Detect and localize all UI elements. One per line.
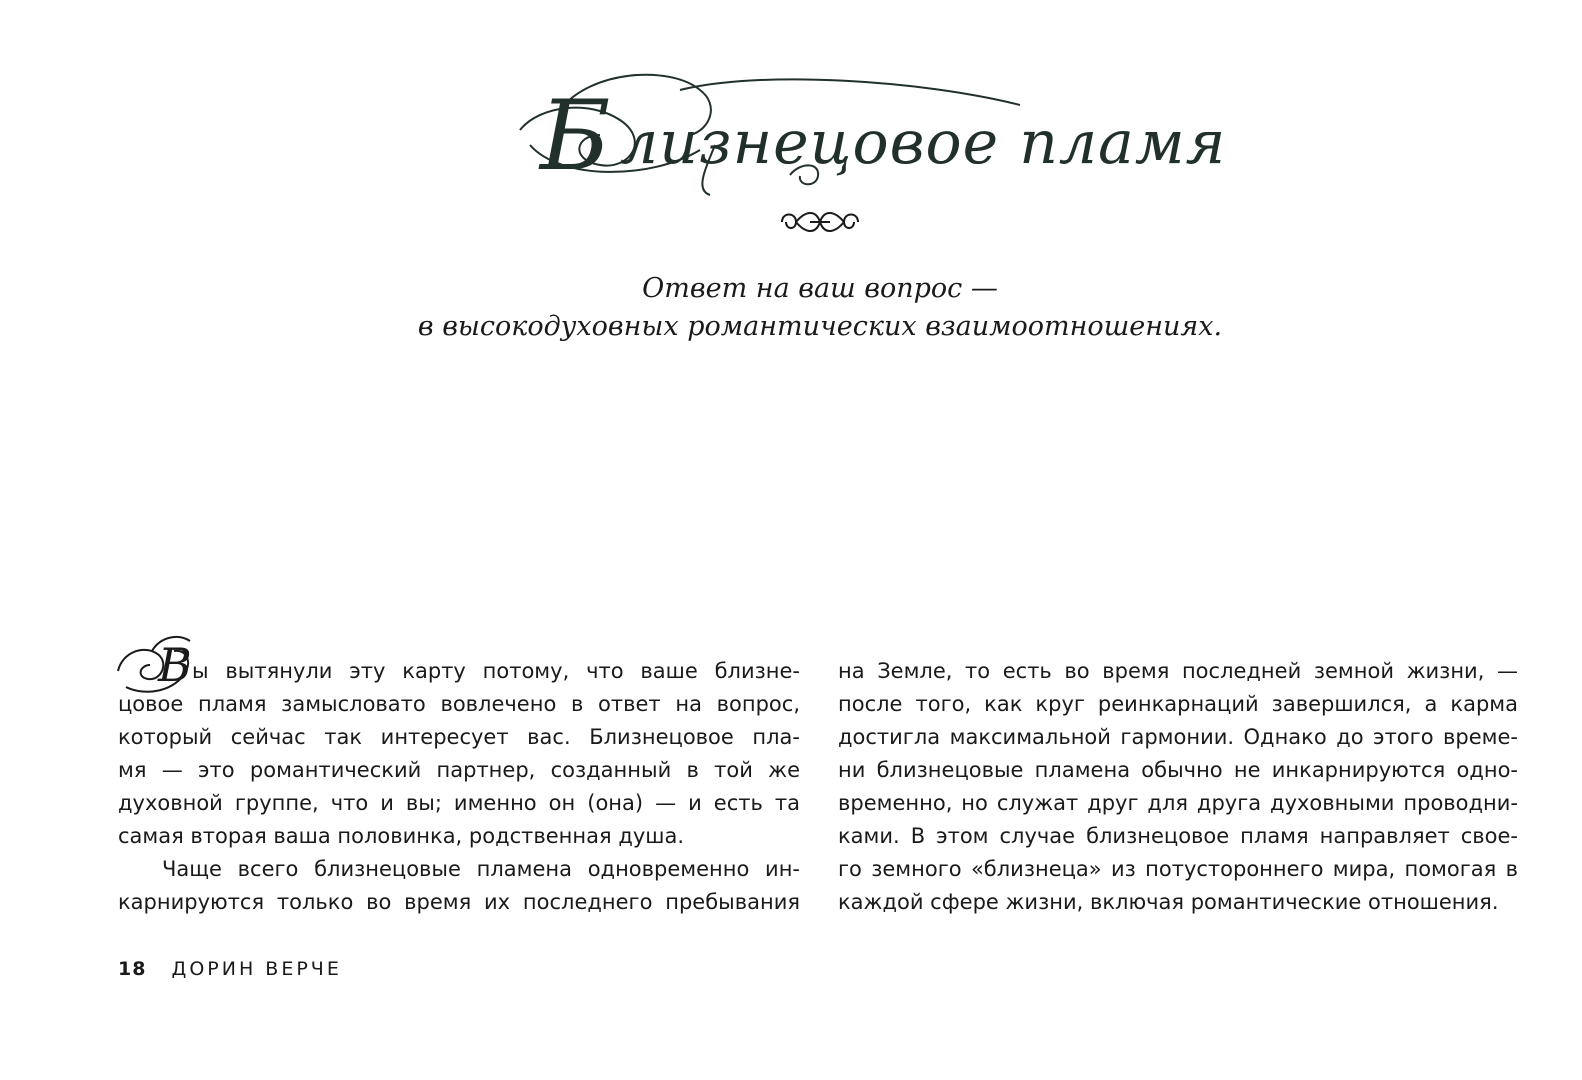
chapter-title	[500, 50, 1227, 200]
subtitle-line-1: Ответ на ваш вопрос —	[642, 273, 998, 304]
body-line: на Земле, то есть во время последней земной жизни, —	[838, 659, 1518, 683]
body-line: духовной группе, что и вы; именно он (она) — и есть та	[118, 791, 800, 815]
body-line: после того, как круг реинкарнаций завершился, а карма	[838, 692, 1518, 716]
page-footer	[118, 958, 342, 980]
body-line: самая вторая ваша половинка, родственная душа.	[118, 824, 685, 848]
body-column-left	[118, 638, 800, 919]
body-column-right	[838, 655, 1518, 919]
body-line: который сейчас так интересует вас. Близнецовое пла-	[118, 725, 800, 749]
ornament-divider-icon	[772, 204, 868, 240]
body-line: ы вытянули эту карту потому, что ваше близне-	[192, 659, 800, 683]
dropcap-letter: В	[158, 638, 192, 692]
running-author: ДОРИН ВЕРЧЕ	[171, 958, 342, 980]
body-line: карнируются только во время их последнего пребывания	[118, 890, 800, 914]
body-line: цовое пламя замысловато вовлечено в ответ на вопрос,	[118, 692, 800, 716]
body-line: мя — это романтический партнер, созданный в той же	[118, 758, 800, 782]
dropcap-flourish-icon	[112, 631, 212, 701]
title-initial: Б	[540, 80, 611, 192]
body-line: достигла максимальной гармонии. Однако до этого време-	[838, 725, 1518, 749]
body-line: каждой сфере жизни, включая романтические отношения.	[838, 890, 1499, 914]
body-line: ками. В этом случае близнецовое пламя направляет свое-	[838, 824, 1518, 848]
body-line: Чаще всего близнецовые пламена одновременно ин-	[162, 857, 800, 881]
chapter-subtitle	[380, 270, 1260, 346]
title-text: лизнецовое пламя	[620, 108, 1227, 178]
subtitle-line-2: в высокодуховных романтических взаимоотношениях.	[417, 311, 1223, 342]
page-number: 18	[118, 958, 147, 980]
body-line: го земного «близнеца» из потустороннего мира, помогая в	[838, 857, 1518, 881]
body-line: временно, но служат друг для друга духовными проводни-	[838, 791, 1518, 815]
body-line: ни близнецовые пламена обычно не инкарнируются одно-	[838, 758, 1518, 782]
